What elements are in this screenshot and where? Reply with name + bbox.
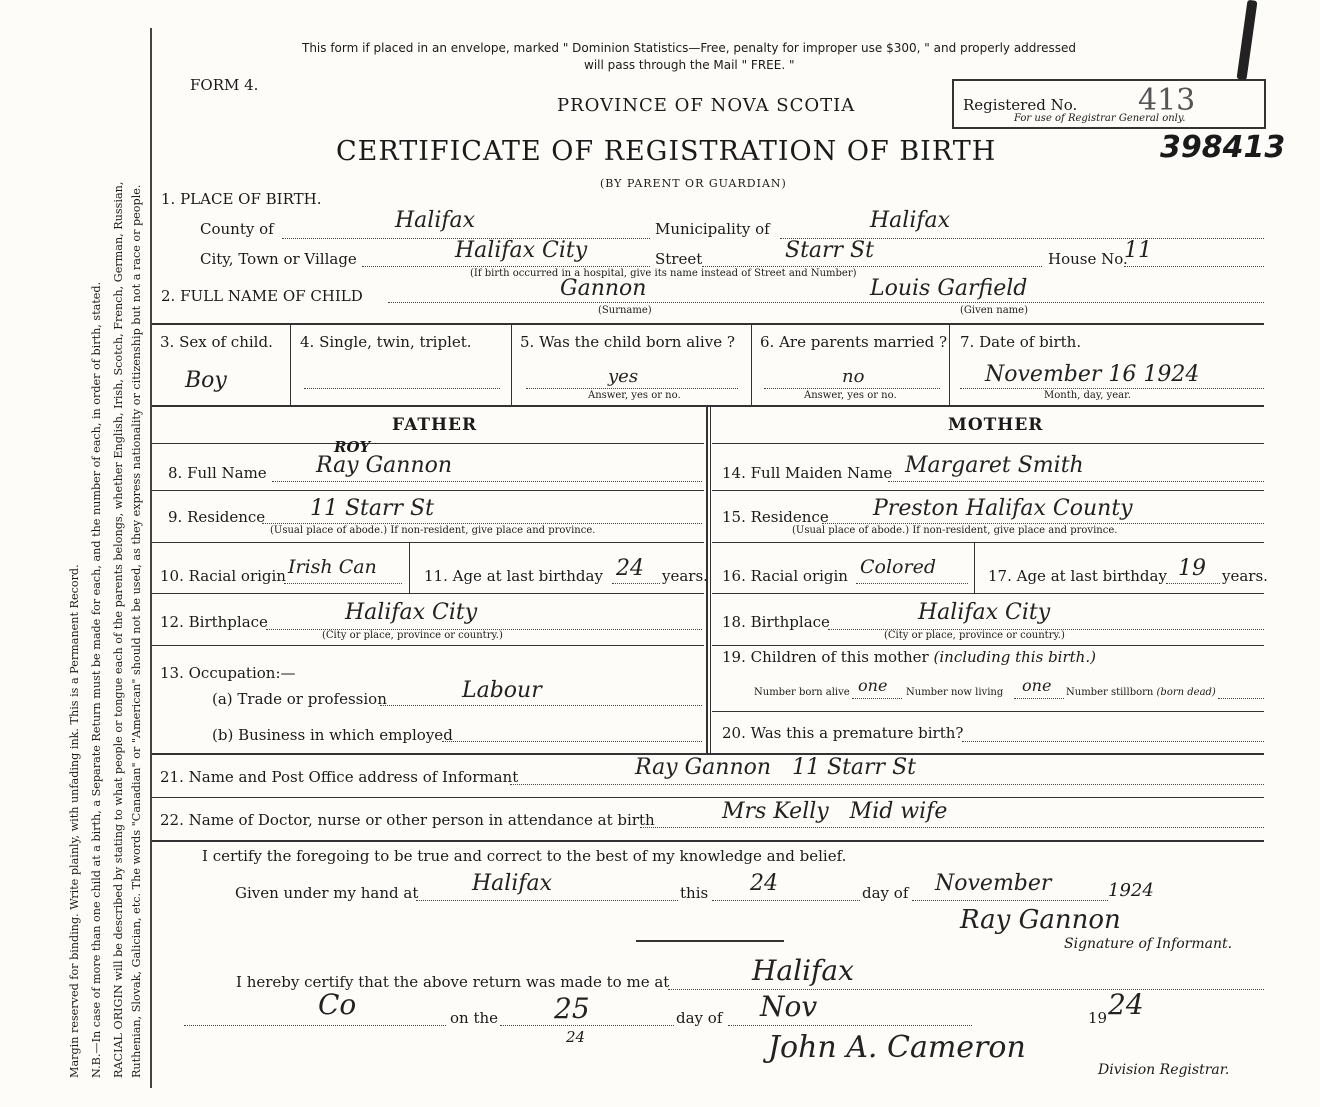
sex-label: 3. Sex of child. (160, 333, 273, 351)
child-given-value: Louis Garfield (870, 276, 1028, 301)
certificate-subtitle: (BY PARENT OR GUARDIAN) (600, 177, 787, 190)
house-label: House No. (1048, 250, 1128, 268)
informant-signature-caption: Signature of Informant. (1064, 936, 1233, 952)
dob-label: 7. Date of birth. (960, 333, 1082, 351)
mother-racial-label: 16. Racial origin (722, 567, 848, 585)
form-number: FORM 4. (190, 76, 259, 94)
registered-box (952, 79, 1266, 129)
alive-label: 5. Was the child born alive ? (520, 333, 735, 351)
county-value: Halifax (395, 208, 476, 233)
sex-value: Boy (185, 368, 227, 393)
given-label: Given under my hand at (235, 884, 419, 902)
married-caption: Answer, yes or no. (804, 390, 897, 401)
registrar-signature-caption: Division Registrar. (1098, 1062, 1230, 1078)
registrar-day-note: 24 (566, 1028, 586, 1046)
now-living-value: one (1022, 676, 1052, 695)
registrar-day-of-label: day of (676, 1009, 723, 1027)
mother-age-label: 17. Age at last birthday (988, 567, 1167, 585)
registrar-year-prefix: 19 (1088, 1009, 1108, 1027)
mother-racial-value: Colored (860, 556, 936, 578)
mother-age-unit: years. (1222, 567, 1268, 585)
registrar-day-value: 25 (554, 992, 590, 1025)
father-name-value: Ray Gannon (316, 453, 453, 478)
father-residence-label: 9. Residence (168, 508, 266, 526)
hospital-note: (If birth occurred in a hospital, give its name instead of Street and Number) (470, 268, 857, 279)
father-heading: FATHER (392, 415, 478, 435)
attendant-value: Mrs Kelly Mid wife (722, 799, 948, 824)
married-label: 6. Are parents married ? (760, 333, 948, 351)
married-value: no (842, 366, 865, 387)
mother-residence-label: 15. Residence (722, 508, 829, 526)
county-label: County of (200, 220, 274, 238)
father-birthplace-value: Halifax City (345, 600, 478, 625)
cert-day-of-label: day of (862, 884, 909, 902)
stillborn-label: Number stillborn (born dead) (1066, 687, 1216, 698)
registrar-signature: John A. Cameron (768, 1030, 1026, 1065)
registered-label: Registered No. (963, 96, 1078, 114)
mother-residence-value: Preston Halifax County (873, 496, 1133, 521)
child-surname-caption: (Surname) (598, 305, 652, 316)
cert-month-value: November (935, 871, 1052, 896)
certificate-title: CERTIFICATE OF REGISTRATION OF BIRTH (336, 136, 997, 167)
street-label: Street (655, 250, 703, 268)
mother-birthplace-label: 18. Birthplace (722, 613, 830, 631)
alive-caption: Answer, yes or no. (588, 390, 681, 401)
informant-value: Ray Gannon 11 Starr St (635, 755, 916, 780)
registrar-year-value: 24 (1108, 988, 1144, 1021)
father-business-label: (b) Business in which employed (212, 726, 453, 744)
mother-name-label: 14. Full Maiden Name (722, 464, 893, 482)
plurality-label: 4. Single, twin, triplet. (300, 333, 472, 351)
this-label: this (680, 884, 709, 902)
mother-residence-caption: (Usual place of abode.) If non-resident, give place and province. (792, 525, 1118, 536)
father-age-label: 11. Age at last birthday (424, 567, 603, 585)
registrar-on-the-label: on the (450, 1009, 499, 1027)
pen-mark (1236, 0, 1257, 80)
father-residence-value: 11 Starr St (310, 496, 434, 521)
dob-caption: Month, day, year. (1044, 390, 1131, 401)
attendant-label: 22. Name of Doctor, nurse or other person in attendance at birth (160, 811, 655, 829)
father-name-correction: ROY (334, 438, 371, 456)
registrar-place-value: Halifax (752, 954, 854, 987)
registrar-note: For use of Registrar General only. (1014, 113, 1186, 124)
mother-name-value: Margaret Smith (905, 453, 1084, 478)
certification-statement: I certify the foregoing to be true and correct to the best of my knowledge and belief. (202, 847, 847, 865)
margin-note-racial-origin-1: RACIAL ORIGIN will be described by stating to what people or tongue each of the parents belongs, whether English, Irish, Scotch, French, German, Russian, (112, 181, 125, 1078)
registrar-prefix-value: Co (318, 988, 357, 1021)
stamp-number: 398413 (1160, 130, 1286, 165)
mother-heading: MOTHER (948, 415, 1044, 435)
municipality-value: Halifax (870, 208, 951, 233)
father-name-label: 8. Full Name (168, 464, 267, 482)
mother-birthplace-value: Halifax City (918, 600, 1051, 625)
child-name-label: 2. FULL NAME OF CHILD (161, 287, 363, 305)
premature-label: 20. Was this a premature birth? (722, 724, 964, 742)
alive-value: yes (608, 366, 639, 387)
father-occupation-label: 13. Occupation:— (160, 664, 296, 682)
mother-children-label: 19. Children of this mother (including this birth.) (722, 648, 1096, 666)
margin-note-binding: Margin reserved for binding. Write plainly, with unfading ink. This is a Permanent Record. (68, 564, 81, 1078)
born-alive-label: Number born alive (754, 687, 850, 698)
registrar-month-value: Nov (760, 990, 818, 1023)
street-value: Starr St (785, 238, 874, 263)
margin-note-multiple-births: N.B.—In case of more than one child at a birth, a Separate Return must be made for each, and the number of each, in order of birth, stated. (90, 281, 103, 1078)
father-birthplace-caption: (City or place, province or country.) (322, 630, 503, 641)
father-trade-value: Labour (462, 678, 542, 703)
envelope-note-1: This form if placed in an envelope, marked " Dominion Statistics—Free, penalty for improper use $300, " and properly addressed (302, 41, 1076, 55)
father-residence-caption: (Usual place of abode.) If non-resident, give place and province. (270, 525, 596, 536)
mother-age-value: 19 (1178, 556, 1206, 581)
child-surname-value: Gannon (560, 276, 647, 301)
father-trade-label: (a) Trade or profession (212, 690, 387, 708)
municipality-label: Municipality of (655, 220, 770, 238)
dob-value: November 16 1924 (985, 362, 1200, 387)
envelope-note-2: will pass through the Mail " FREE. " (584, 58, 795, 72)
house-value: 11 (1124, 238, 1152, 263)
given-place-value: Halifax (472, 871, 553, 896)
margin-note-racial-origin-2: Ruthenian, Slovak, Galician, etc. The words "Canadian" or "American" should not be used, as they express nationality or citizenship but not a race or people. (130, 184, 143, 1078)
child-given-caption: (Given name) (960, 305, 1028, 316)
father-age-unit: years. (662, 567, 708, 585)
registrar-statement: I hereby certify that the above return was made to me at (236, 973, 670, 991)
now-living-label: Number now living (906, 687, 1004, 698)
father-age-value: 24 (616, 556, 644, 581)
father-birthplace-label: 12. Birthplace (160, 613, 268, 631)
cert-day-value: 24 (750, 871, 778, 896)
father-racial-label: 10. Racial origin (160, 567, 286, 585)
margin-border (150, 28, 152, 1088)
registered-value: 413 (1138, 83, 1196, 118)
father-racial-value: Irish Can (288, 556, 377, 578)
place-of-birth-label: 1. PLACE OF BIRTH. (161, 190, 322, 208)
city-label: City, Town or Village (200, 250, 357, 268)
cert-year-value: 1924 (1108, 880, 1154, 901)
city-value: Halifax City (455, 238, 588, 263)
born-alive-value: one (858, 676, 888, 695)
informant-signature: Ray Gannon (960, 905, 1121, 935)
mother-birthplace-caption: (City or place, province or country.) (884, 630, 1065, 641)
province-heading: PROVINCE OF NOVA SCOTIA (557, 95, 856, 116)
informant-label: 21. Name and Post Office address of Informant (160, 768, 519, 786)
